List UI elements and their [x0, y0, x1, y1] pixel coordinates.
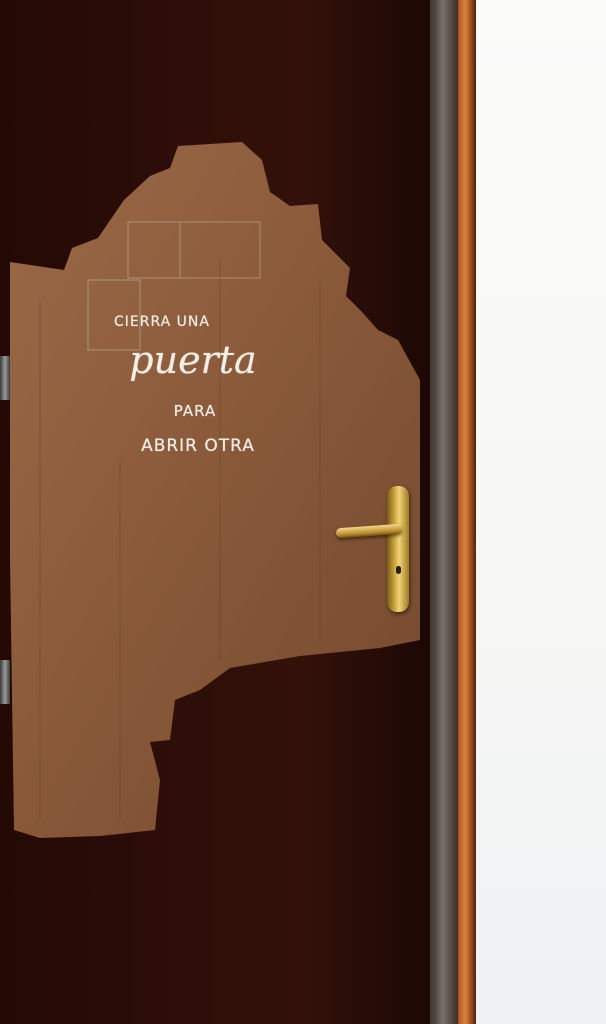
hinge-icon	[0, 356, 10, 400]
chalk-text-line-4: ABRIR OTRA	[141, 436, 255, 456]
hinge-icon	[0, 660, 10, 704]
chalk-text-line-1: CIERRA UNA	[114, 314, 210, 330]
chalk-text-line-2: puerta	[129, 338, 257, 382]
white-wall	[470, 0, 606, 1024]
keyhole-icon	[396, 566, 401, 574]
chalk-text-line-3: PARA	[173, 402, 217, 420]
door-handle-plate	[387, 486, 409, 612]
